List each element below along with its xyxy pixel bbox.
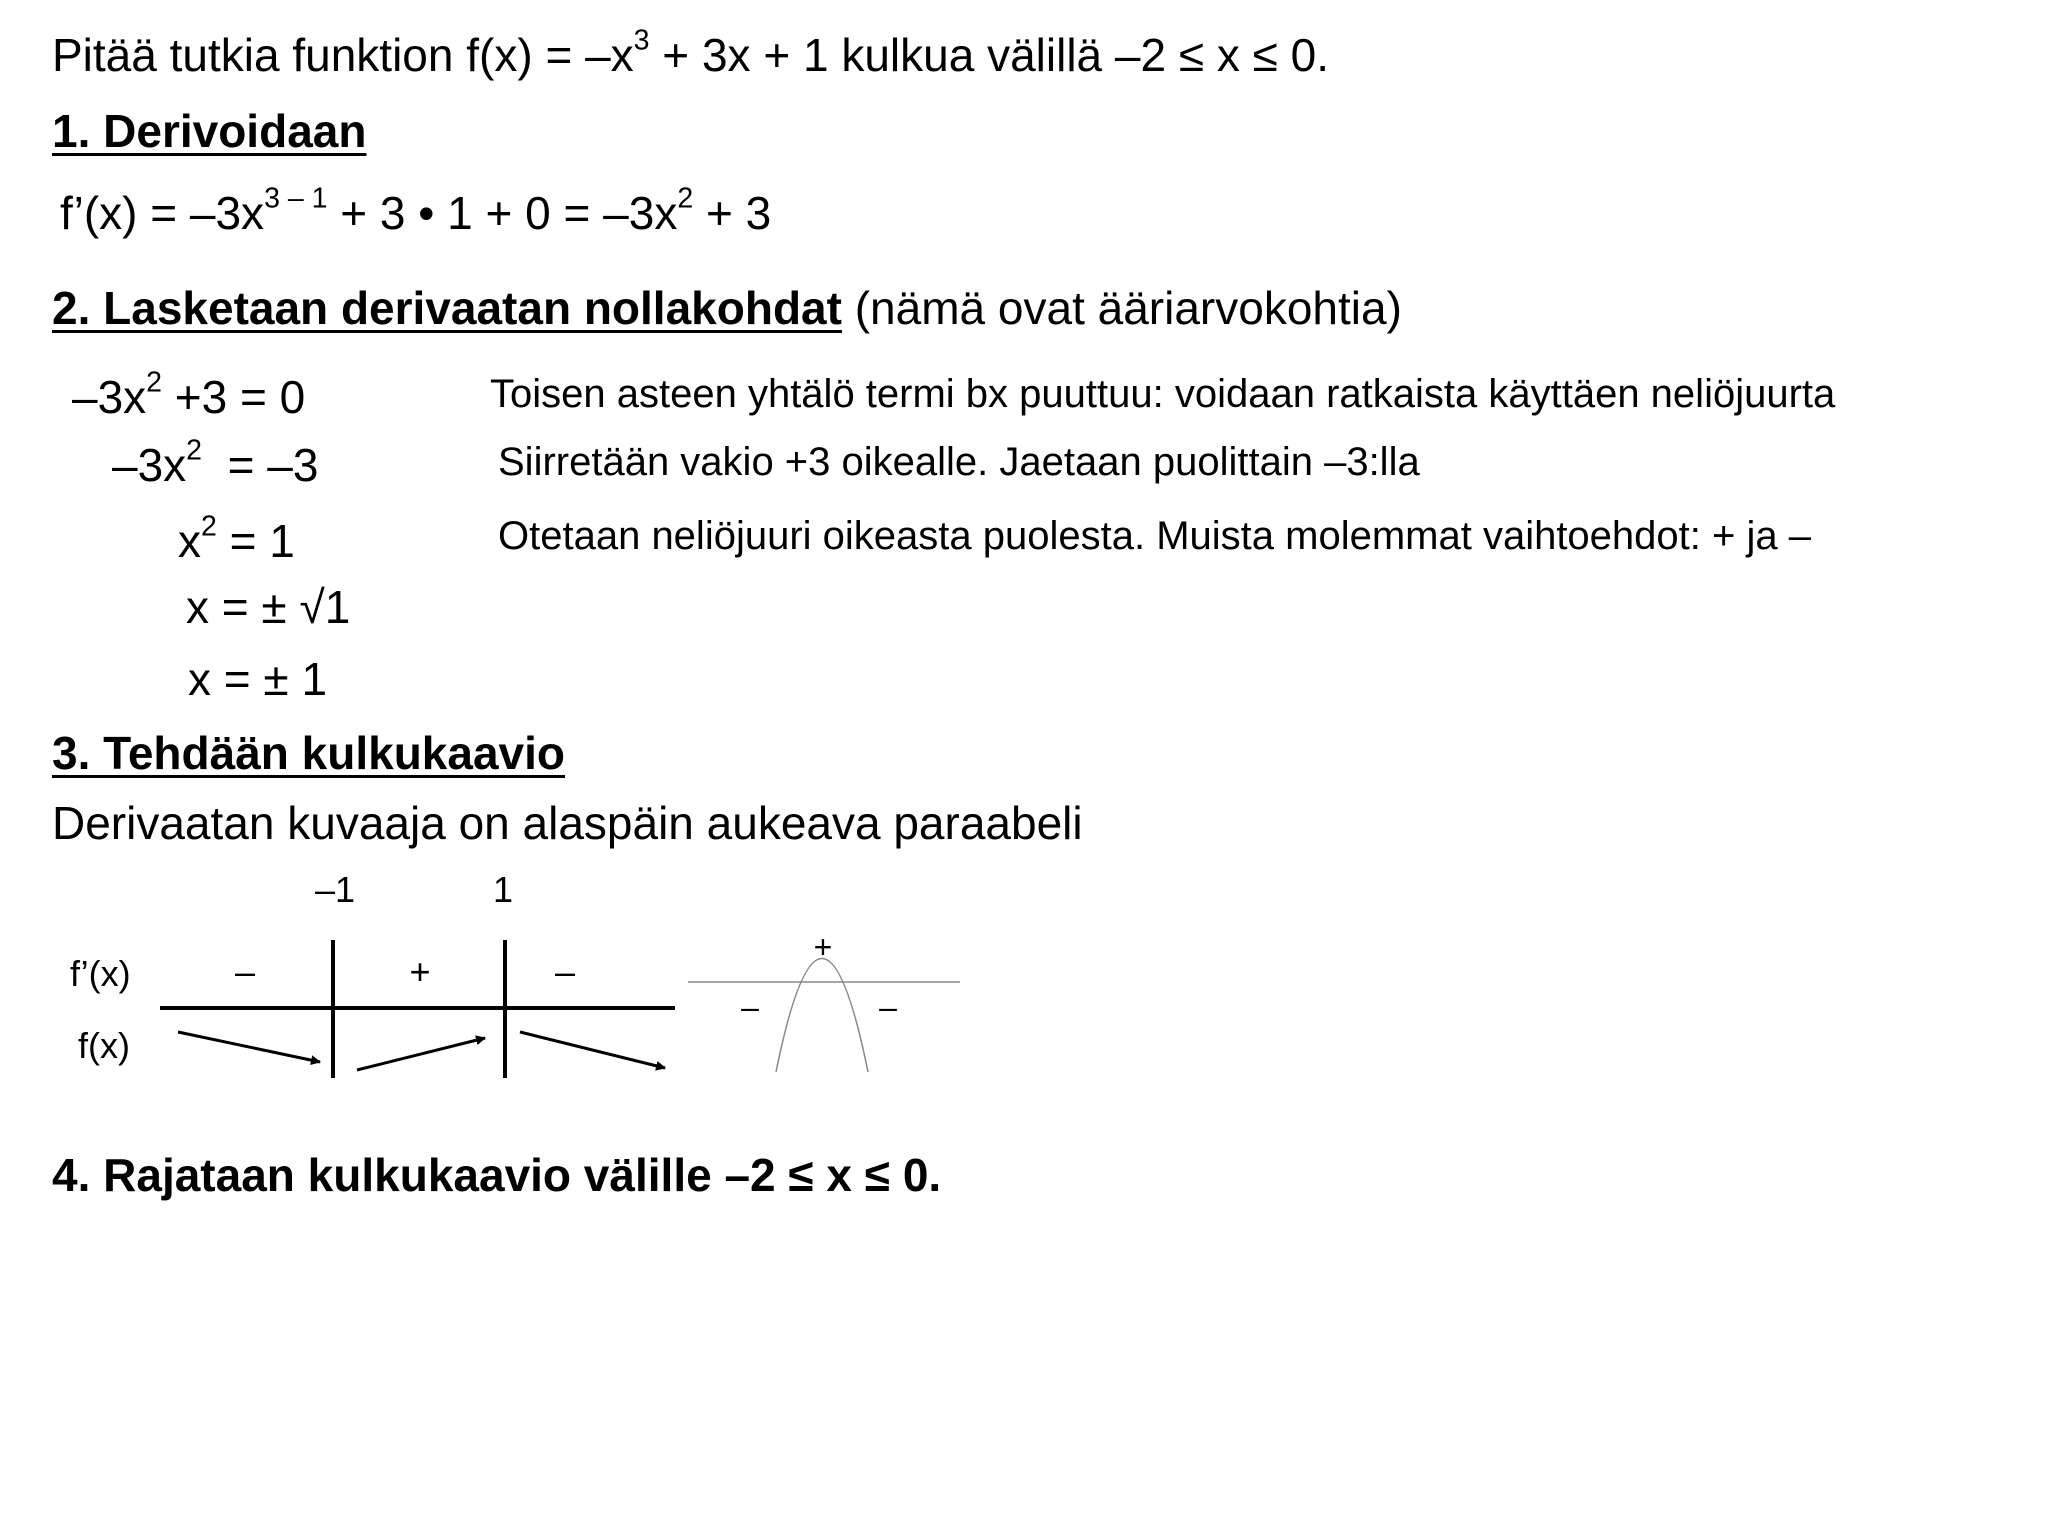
equation-5: x = ± 1 [188,653,328,705]
explanation-2: Siirretään vakio +3 oikealle. Jaetaan puolittain –3:lla [498,440,1420,484]
sketch-sign-left: – [741,989,759,1025]
derivative-sign-right: – [554,951,576,992]
increasing-arrow-middle [357,1038,485,1070]
explanation-1: Toisen asteen yhtälö termi bx puuttuu: voidaan ratkaista käyttäen neliöjuurta [490,372,1836,416]
step3-description: Derivaatan kuvaaja on alaspäin aukeava paraabeli [52,797,1083,849]
critical-point-one: 1 [492,869,514,910]
decreasing-arrow-right [520,1032,665,1068]
intro-line: Pitää tutkia funktion $f(x) = -x^3 + 3x + 1$ kulkua välillä –2 ≤ x ≤ 0. [52,24,1330,81]
step3-heading: 3. Tehdään kulkukaavio [52,727,566,779]
function-row-label: f(x) [78,1025,130,1066]
equation-2: $-3x^2 = -3$ [112,434,319,491]
sign-table [0,860,720,1100]
explanation-3: Otetaan neliöjuuri oikeasta puolesta. Muista molemmat vaihtoehdot: + ja – [498,514,1811,558]
derivative-sign-left: – [234,951,256,992]
derivative-formula: f’(x) = $-3x^{3 - 1} + 3$ • $1 + 0 = -3x^2 + 3$ [60,182,772,239]
critical-point-minus-one: –1 [314,869,356,910]
sketch-sign-top: + [813,929,833,965]
step2-heading-line [52,282,1402,334]
decreasing-arrow-left [178,1032,320,1062]
step1-heading: 1. Derivoidaan [52,105,367,157]
parabola-sketch [680,900,970,1080]
derivative-sign-middle: + [409,951,431,992]
equation-3: $x^2 = 1$ [178,510,295,567]
step2-heading: 2. Lasketaan derivaatan nollakohdat [52,282,842,334]
equation-4: x = ± √1 [186,581,351,633]
sketch-sign-right: – [879,989,897,1025]
step4-heading: 4. Rajataan kulkukaavio välille –2 ≤ x ≤ 0. [52,1149,942,1201]
equation-1: $-3x^2 +3 = 0$ [72,366,306,423]
step2-note: (nämä ovat ääriarvokohtia) [841,282,1402,334]
sketch-parabola [776,959,868,1073]
derivative-row-label: f’(x) [70,953,131,994]
